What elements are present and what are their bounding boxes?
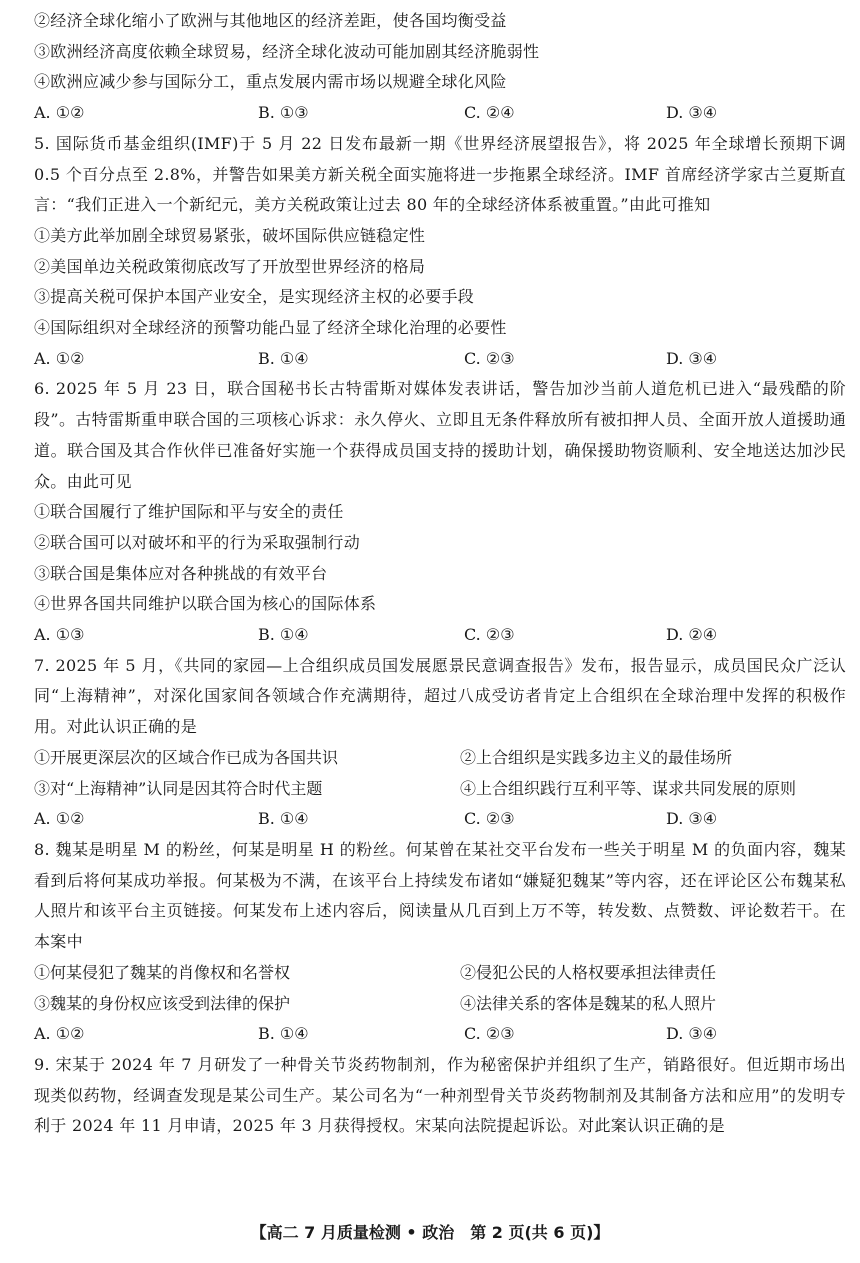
page-footer: 【高二 7 月质量检测 • 政治 第 2 页(共 6 页)】 [250,1223,610,1242]
question-6 [34,374,846,650]
option-c[interactable]: C. ②③ [464,1024,515,1044]
option-b[interactable]: B. ①④ [258,348,309,368]
statement: ②经济全球化缩小了欧洲与其他地区的经济差距，使各国均衡受益 [34,11,507,30]
statement: ④世界各国共同维护以联合国为核心的国际体系 [34,594,377,614]
statement: ③提高关税可保护本国产业安全，是实现经济主权的必要手段 [34,287,475,307]
statement: ①联合国履行了维护国际和平与安全的责任 [34,502,344,522]
question-stem: 6. 2025 年 5 月 23 日，联合国秘书长古特雷斯对媒体发表讲话，警告加沙当前人道危机已进入“最残酷的阶段”。古特雷斯重申联合国的三项核心诉求：永久停火、立即且无条件释放所有被扣押人员、全面开放人道援助通道。联合国及其合作伙伴已准备好实施一个获得成员国支持的援助计划，确保援助物资顺利、安全地送达加沙民众。由此可见 [34,379,846,491]
statement-row [34,743,846,774]
answer-options [34,344,846,375]
statement: ③联合国是集体应对各种挑战的有效平台 [34,563,328,583]
question-9 [34,1050,846,1142]
statement: ①美方此举加剧全球贸易紧张，破坏国际供应链稳定性 [34,225,426,245]
statement-row [34,774,846,805]
exam-page [34,6,846,1142]
option-b[interactable]: B. ①③ [258,103,309,123]
statement: ④欧洲应减少参与国际分工，重点发展内需市场以规避全球化风险 [34,72,507,92]
option-c[interactable]: C. ②③ [464,625,515,645]
statement-row [34,989,846,1020]
statement: ③对“上海精神”认同是因其符合时代主题 [34,778,323,798]
question-stem: 9. 宋某于 2024 年 7 月研发了一种骨关节炎药物制剂，作为秘密保护并组织了生产，销路很好。但近期市场出现类似药物，经调查发现是某公司生产。某公司名为“一种剂型骨关节炎药物制剂及其制备方法和应用”的发明专利于 2024 年 11 月申请，2025 年 3 月获得授权。宋某向法院提起诉讼。对此案认识正确的是 [34,1054,846,1136]
question-stem: 7. 2025 年 5 月，《共同的家园—上合组织成员国发展愿景民意调查报告》发布，报告显示，成员国民众广泛认同“上海精神”，对深化国家间各领域合作充满期待，超过八成受访者肯定上合组织在全球治理中发挥的积极作用。对此认识正确的是 [34,655,846,737]
answer-options [34,98,846,129]
option-c[interactable]: C. ②④ [464,103,515,123]
option-c[interactable]: C. ②③ [464,348,515,368]
statement: ④国际组织对全球经济的预警功能凸显了经济全球化治理的必要性 [34,318,507,338]
statement: ②上合组织是实践多边主义的最佳场所 [460,747,733,767]
statement: ②美国单边关税政策彻底改写了开放型世界经济的格局 [34,256,426,276]
question-8 [34,835,846,1050]
statement: ①何某侵犯了魏某的肖像权和名誉权 [34,962,291,982]
option-c[interactable]: C. ②③ [464,809,515,829]
option-d[interactable]: D. ③④ [666,348,718,368]
option-a[interactable]: A. ①② [34,1024,85,1044]
statement-row [34,958,846,989]
answer-options [34,804,846,835]
question-stem: 5. 国际货币基金组织(IMF)于 5 月 22 日发布最新一期《世界经济展望报告》，将 2025 年全球增长预期下调 0.5 个百分点至 2.8%，并警告如果美方新关税全面实施将进一步拖累全球经济。IMF 首席经济学家古兰夏斯直言：“我们正进入一个新纪元，美方关税政策让过去 80 年的全球经济体系被重置。”由此可推知 [34,133,846,215]
question-7 [34,651,846,835]
option-a[interactable]: A. ①② [34,809,85,829]
option-d[interactable]: D. ③④ [666,809,718,829]
answer-options [34,1019,846,1050]
option-b[interactable]: B. ①④ [258,809,309,829]
option-a[interactable]: A. ①② [34,103,85,123]
option-b[interactable]: B. ①④ [258,1024,309,1044]
statement: ③欧洲经济高度依赖全球贸易，经济全球化波动可能加剧其经济脆弱性 [34,41,540,61]
question-5 [34,129,846,375]
question-stem: 8. 魏某是明星 M 的粉丝，何某是明星 H 的粉丝。何某曾在某社交平台发布一些关于明星 M 的负面内容，魏某看到后将何某成功举报。何某极为不满，在该平台上持续发布诸如“嫌疑犯魏某”等内容，还在评论区公布魏某私人照片和该平台主页链接。何某发布上述内容后，阅读量从几百到上万不等，转发数、点赞数、评论数若干。在本案中 [34,839,846,952]
option-b[interactable]: B. ①④ [258,625,309,645]
option-a[interactable]: A. ①② [34,348,85,368]
option-d[interactable]: D. ③④ [666,1024,718,1044]
question-4 [34,6,846,129]
answer-options [34,620,846,651]
statement: ①开展更深层次的区域合作已成为各国共识 [34,747,339,767]
statement: ④上合组织践行互利平等、谋求共同发展的原则 [460,778,797,798]
statement: ④法律关系的客体是魏某的私人照片 [460,993,717,1013]
option-d[interactable]: D. ②④ [666,625,718,645]
statement: ③魏某的身份权应该受到法律的保护 [34,993,291,1013]
statement: ②侵犯公民的人格权要承担法律责任 [460,962,717,982]
option-a[interactable]: A. ①③ [34,625,85,645]
statement: ②联合国可以对破坏和平的行为采取强制行动 [34,532,361,552]
option-d[interactable]: D. ③④ [666,103,718,123]
